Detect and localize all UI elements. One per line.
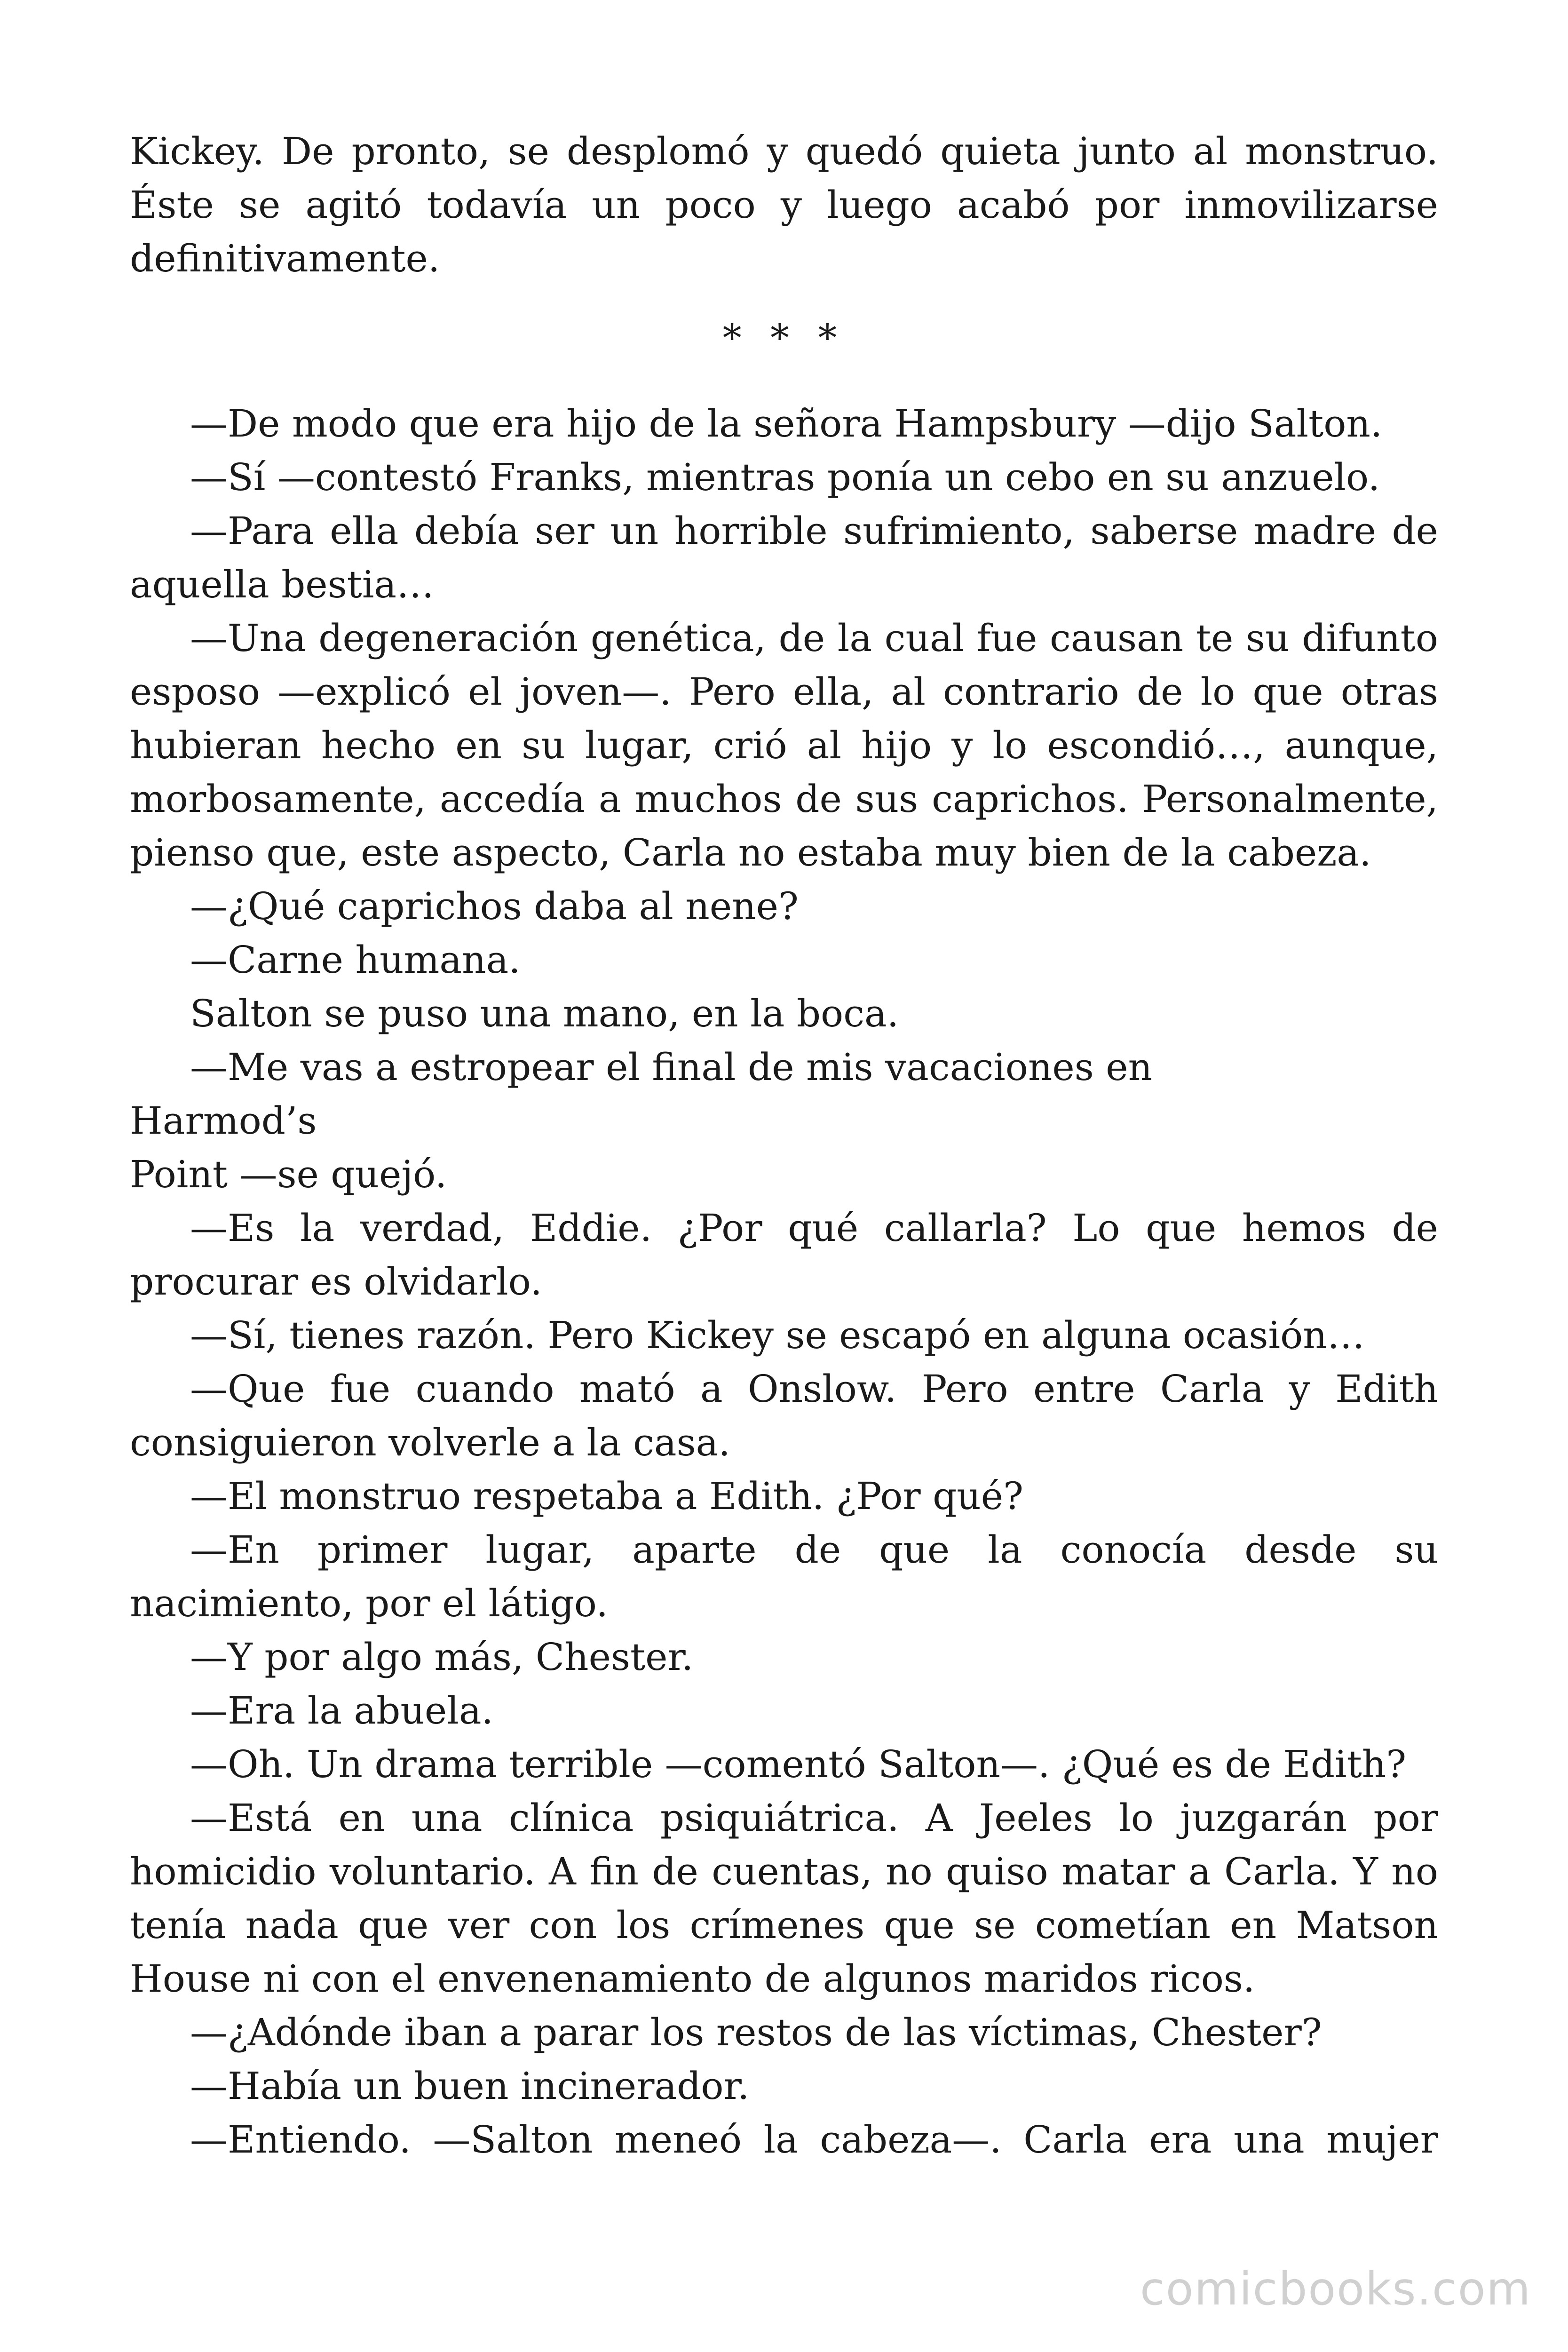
paragraph: —Una degeneración genética, de la cual fue causan te su difunto esposo —explicó el joven—. Pero ella, al contrario de lo que otras hubieran hecho en su lugar, crió al hijo y lo escondió…, aunque, morbosamente, accedía a muchos de sus caprichos. Personalmente, pienso que, este aspecto, Carla no estaba muy bien de la cabeza.	[130, 616, 1438, 874]
section-separator: * * *	[722, 316, 846, 360]
paragraph: —De modo que era hijo de la señora Hampsbury —dijo Salton.	[190, 402, 1383, 445]
dialogue-section	[130, 397, 1438, 2167]
paragraph: Point —se quejó.	[130, 1152, 447, 1196]
paragraph: —El monstruo respetaba a Edith. ¿Por qué?	[190, 1474, 1024, 1518]
paragraph: —Era la abuela.	[190, 1689, 493, 1732]
paragraph: —Oh. Un drama terrible —comentó Salton—. ¿Qué es de Edith?	[190, 1742, 1407, 1786]
book-page	[130, 125, 1438, 2167]
paragraph: Kickey. De pronto, se desplomó y quedó quieta junto al monstruo. Éste se agitó todavía un poco y luego acabó por inmovilizarse definitivamente.	[130, 129, 1438, 280]
chapter-ending	[130, 125, 1438, 286]
paragraph: —Y por algo más, Chester.	[190, 1635, 694, 1679]
paragraph: —Sí —contestó Franks, mientras ponía un cebo en su anzuelo.	[190, 455, 1380, 499]
paragraph: Harmod’s	[130, 1099, 317, 1143]
paragraph: —En primer lugar, aparte de que la conocía desde su nacimiento, por el látigo.	[130, 1528, 1438, 1625]
paragraph: —Carne humana.	[190, 938, 521, 982]
paragraph: Salton se puso una mano, en la boca.	[190, 992, 899, 1035]
paragraph: —¿Qué caprichos daba al nene?	[190, 884, 799, 928]
paragraph: —Para ella debía ser un horrible sufrimiento, saberse madre de aquella bestia…	[130, 509, 1438, 606]
paragraph: —Es la verdad, Eddie. ¿Por qué callarla? Lo que hemos de procurar es olvidarlo.	[130, 1206, 1438, 1303]
paragraph: —Entiendo. —Salton meneó la cabeza—. Carla era una mujer	[190, 2118, 1438, 2161]
paragraph: —Me vas a estropear el final de mis vacaciones en	[190, 1045, 1153, 1089]
paragraph: —Está en una clínica psiquiátrica. A Jeeles lo juzgarán por homicidio voluntario. A fin de cuentas, no quiso matar a Carla. Y no tenía nada que ver con los crímenes que se cometían en Matson House ni con el envenenamiento de algunos maridos ricos.	[130, 1796, 1438, 2001]
paragraph: —Había un buen incinerador.	[190, 2064, 750, 2108]
paragraph: —¿Adónde iban a parar los restos de las víctimas, Chester?	[190, 2010, 1322, 2054]
paragraph: —Sí, tienes razón. Pero Kickey se escapó en alguna ocasión…	[190, 1313, 1365, 1357]
watermark-logo: comicbooks.com	[1140, 2263, 1531, 2315]
paragraph: —Que fue cuando mató a Onslow. Pero entre Carla y Edith consiguieron volverle a la casa.	[130, 1367, 1438, 1464]
